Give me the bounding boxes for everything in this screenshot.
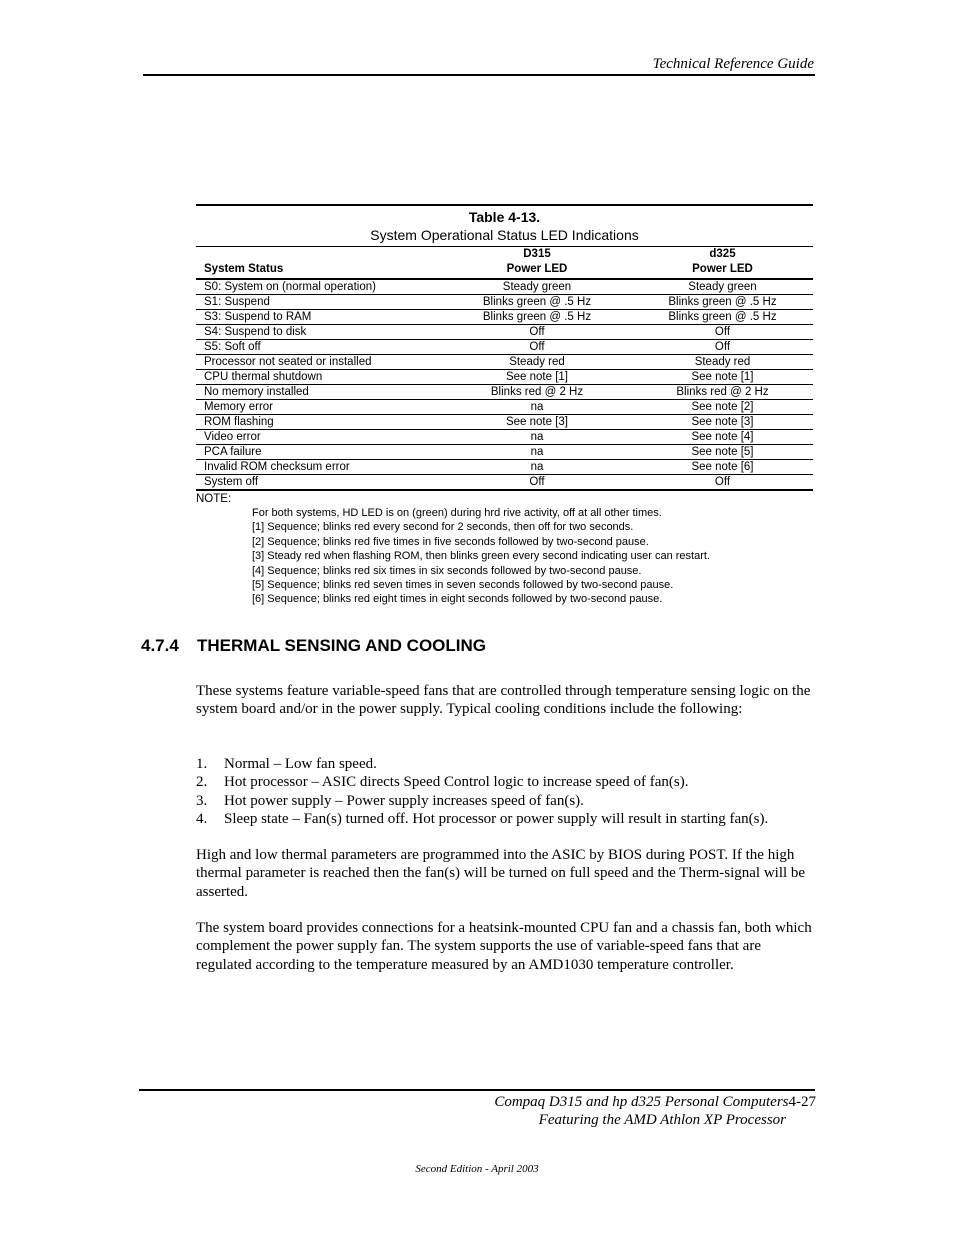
page-number: 4-27 (788, 1094, 816, 1110)
footer-title (494, 1094, 816, 1111)
table-row (196, 370, 813, 385)
table-row (196, 475, 813, 491)
list-item (196, 792, 816, 810)
cell-d325-led: See note [1] (632, 370, 813, 385)
cell-system-status: CPU thermal shutdown (196, 370, 442, 385)
list-item-text: Normal – Low fan speed. (224, 756, 377, 772)
cell-d325-led: Off (632, 340, 813, 355)
cell-d315-led: Steady green (442, 279, 632, 295)
header-rule (143, 74, 815, 76)
cell-d315-led: See note [3] (442, 415, 632, 430)
led-status-table (196, 247, 813, 491)
table-number: Table 4-13. (468, 209, 541, 225)
list-item-number: 4. (196, 810, 208, 827)
cell-d325-led: See note [4] (632, 430, 813, 445)
cell-d325-led: See note [2] (632, 400, 813, 415)
header-title: Technical Reference Guide (652, 56, 814, 72)
led-status-table-block (196, 204, 813, 607)
list-item (196, 773, 816, 791)
note-label: NOTE: (196, 493, 232, 505)
cell-system-status: Memory error (196, 400, 442, 415)
table-row (196, 310, 813, 325)
footer-subtitle: Featuring the AMD Athlon XP Processor (538, 1112, 786, 1128)
cell-d325-led: Off (632, 325, 813, 340)
cell-d325-led: Blinks green @ .5 Hz (632, 310, 813, 325)
cell-d315-led: Blinks red @ 2 Hz (442, 385, 632, 400)
table-row (196, 385, 813, 400)
table-caption: System Operational Status LED Indications (370, 227, 639, 243)
note-item: [6] Sequence; blinks red eight times in eight seconds followed by two-second pause. (252, 593, 663, 606)
cell-d315-led: Blinks green @ .5 Hz (442, 310, 632, 325)
column-header-d325: d325 Power LED (632, 247, 813, 279)
table-row (196, 295, 813, 310)
section-title: THERMAL SENSING AND COOLING (197, 636, 487, 655)
cell-system-status: Invalid ROM checksum error (196, 460, 442, 475)
note-item: [1] Sequence; blinks red every second for 2 seconds, then off for two seconds. (252, 521, 634, 534)
table-row (196, 415, 813, 430)
cell-system-status: S0: System on (normal operation) (196, 279, 442, 295)
cell-d325-led: Steady red (632, 355, 813, 370)
table-row (196, 325, 813, 340)
list-item-text: Hot processor – ASIC directs Speed Control logic to increase speed of fan(s). (224, 774, 689, 791)
paragraph-intro: These systems feature variable-speed fans that are controlled through temperature sensing logic on the system board and/or in the power supply. Typical cooling conditions include the following: (196, 683, 811, 718)
list-item-number: 2. (196, 774, 208, 791)
table-row (196, 355, 813, 370)
cell-d325-led: Blinks green @ .5 Hz (632, 295, 813, 310)
cell-system-status: S4: Suspend to disk (196, 325, 442, 340)
table-row (196, 430, 813, 445)
cell-d315-led: Blinks green @ .5 Hz (442, 295, 632, 310)
list-item-number: 1. (196, 756, 208, 772)
cell-d315-led: Off (442, 340, 632, 355)
cell-system-status: S3: Suspend to RAM (196, 310, 442, 325)
cell-d315-led: Off (442, 325, 632, 340)
footer-rule (139, 1089, 815, 1091)
note-item: [4] Sequence; blinks red six times in six seconds followed by two-second pause. (252, 564, 642, 577)
cell-d315-led: na (442, 400, 632, 415)
list-item (196, 810, 816, 828)
paragraph-fan-connections: The system board provides connections for a heatsink-mounted CPU fan and a chassis fan, both which complement the power supply fan. The system supports the use of variable-speed fans that are regulated according to the temperature measured by an AMD1030 temperature controller. (196, 920, 812, 973)
cooling-conditions-list (196, 755, 816, 828)
cell-d315-led: na (442, 460, 632, 475)
table-top-rule (196, 204, 813, 206)
cell-system-status: Processor not seated or installed (196, 355, 442, 370)
cell-system-status: PCA failure (196, 445, 442, 460)
cell-d325-led: Blinks red @ 2 Hz (632, 385, 813, 400)
note-item: [2] Sequence; blinks red five times in five seconds followed by two-second pause. (252, 535, 649, 548)
footer-product: Compaq D315 and hp d325 Personal Computers (494, 1094, 789, 1110)
cell-d315-led: na (442, 430, 632, 445)
notes-list (252, 506, 813, 607)
cell-system-status: S1: Suspend (196, 295, 442, 310)
note-item: [5] Sequence; blinks red seven times in seven seconds followed by two-second pause. (252, 579, 674, 592)
note-item: [3] Steady red when flashing ROM, then blinks green every second indicating user can restart. (252, 550, 710, 563)
table-row (196, 340, 813, 355)
cell-d325-led: Steady green (632, 279, 813, 295)
cell-system-status: ROM flashing (196, 415, 442, 430)
column-header-system-status: System Status (196, 247, 442, 279)
section-number: 4.7.4 (141, 636, 179, 655)
table-row (196, 460, 813, 475)
list-item-text: Hot power supply – Power supply increases speed of fan(s). (224, 792, 584, 809)
cell-d325-led: See note [5] (632, 445, 813, 460)
cell-d315-led: na (442, 445, 632, 460)
edition-line: Second Edition - April 2003 (415, 1163, 539, 1175)
cell-d315-led: Steady red (442, 355, 632, 370)
cell-d315-led: Off (442, 475, 632, 491)
column-header-d315: D315 Power LED (442, 247, 632, 279)
cell-system-status: S5: Soft off (196, 340, 442, 355)
cell-d325-led: See note [3] (632, 415, 813, 430)
note-item: For both systems, HD LED is on (green) during hrd rive activity, off at all other times. (252, 507, 662, 519)
table-header-row (196, 247, 813, 279)
cell-system-status: Video error (196, 430, 442, 445)
cell-system-status: No memory installed (196, 385, 442, 400)
cell-d325-led: See note [6] (632, 460, 813, 475)
section-heading (141, 636, 486, 656)
cell-d315-led: See note [1] (442, 370, 632, 385)
table-row (196, 445, 813, 460)
table-row (196, 400, 813, 415)
cell-system-status: System off (196, 475, 442, 491)
list-item (196, 755, 816, 773)
paragraph-thermal-parameters: High and low thermal parameters are programmed into the ASIC by BIOS during POST. If the high thermal parameter is reached then the fan(s) will be turned on full speed and the Therm-signal will be asserted. (196, 847, 806, 900)
list-item-number: 3. (196, 792, 208, 809)
list-item-text: Sleep state – Fan(s) turned off. Hot processor or power supply will result in starting fan(s). (224, 810, 769, 827)
cell-d325-led: Off (632, 475, 813, 491)
table-row (196, 279, 813, 295)
